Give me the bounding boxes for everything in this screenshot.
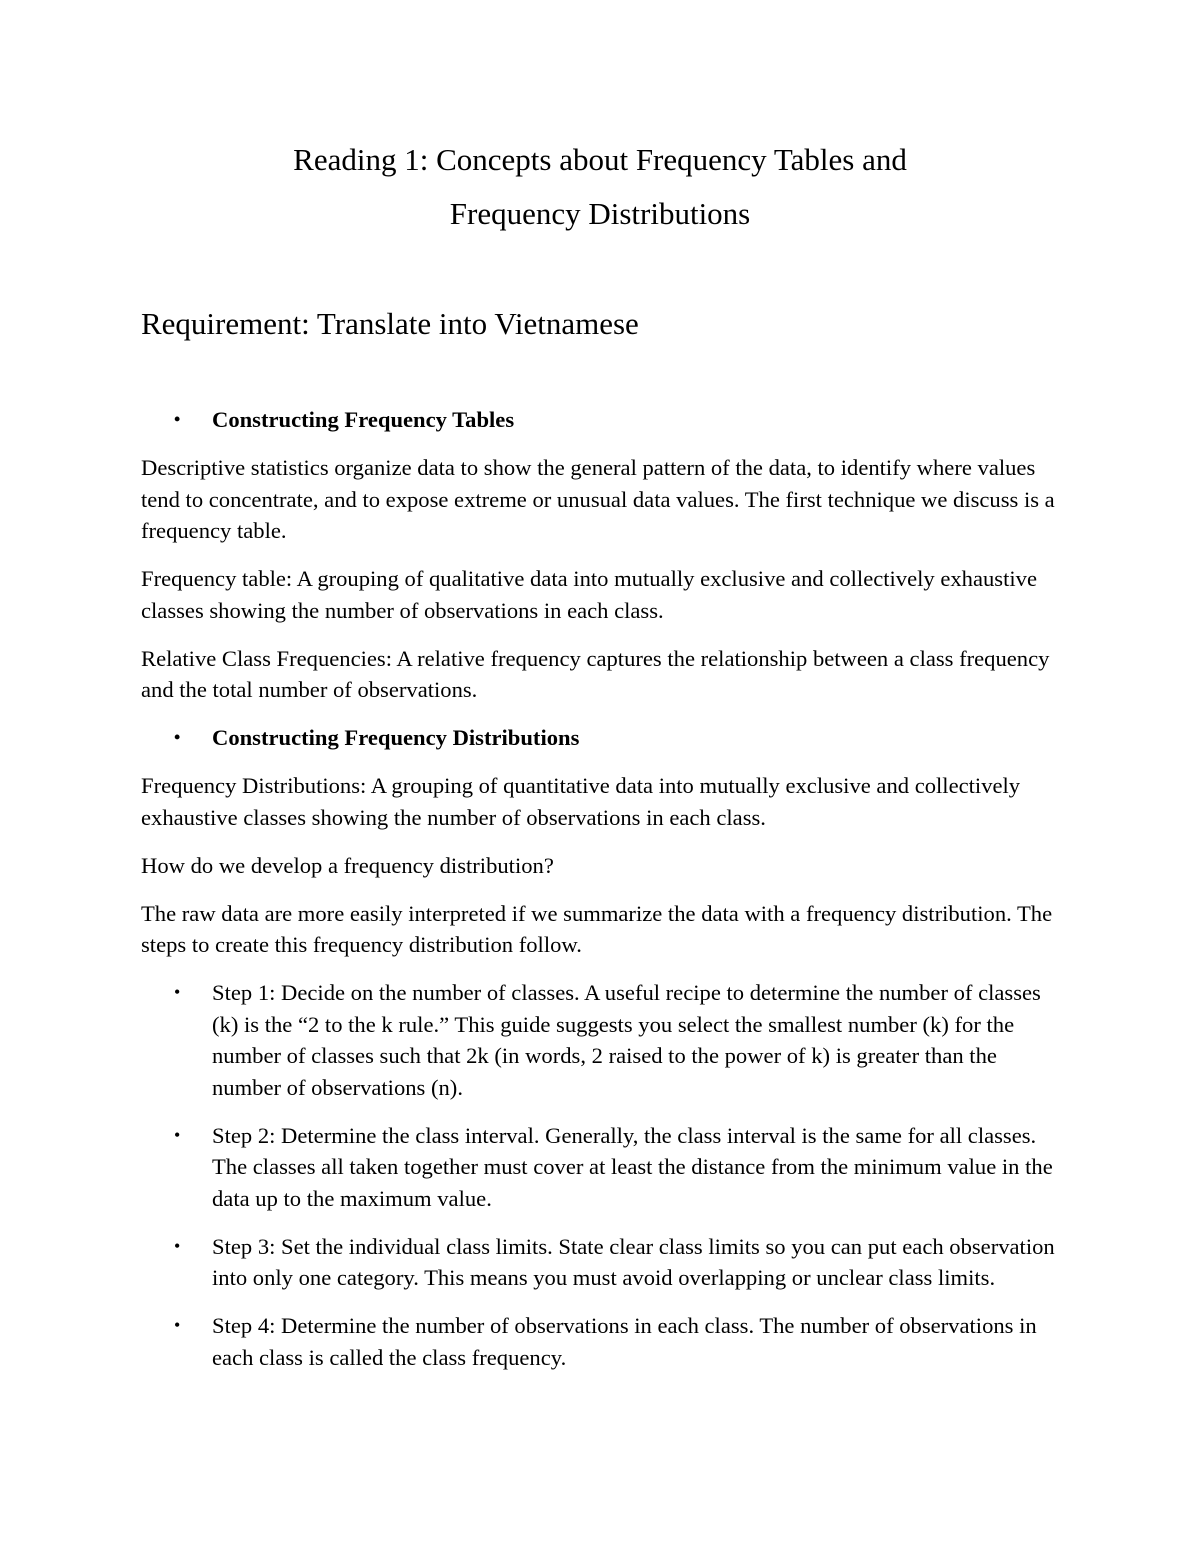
step-text: Step 2: Determine the class interval. Generally, the class interval is the same for all classes. The classes all taken together must cover at least the distance from the minimum value in the data up to the maximum value. xyxy=(212,1122,1053,1211)
step-text: Step 1: Decide on the number of classes. A useful recipe to determine the number of classes (k) is the “2 to the k rule.” This guide suggests you select the smallest number (k) for the number of classes such that 2k (in words, 2 raised to the power of k) is greater than the number of observations (n). xyxy=(212,980,1041,1100)
section-heading-text: Constructing Frequency Tables xyxy=(212,407,515,432)
paragraph-descriptive-statistics: Descriptive statistics organize data to show the general pattern of the data, to identify where values tend to concentrate, and to expose extreme or unusual data values. The first technique we discuss is a frequency table. xyxy=(141,455,1055,543)
paragraph-raw-data: The raw data are more easily interpreted if we summarize the data with a frequency distribution. The steps to create this frequency distribution follow. xyxy=(141,900,1053,957)
section-heading-frequency-distributions xyxy=(141,722,1061,754)
bullet-icon: • xyxy=(174,982,181,1002)
document-body xyxy=(141,404,1061,1390)
step-text: Step 3: Set the individual class limits. State clear class limits so you can put each observation into only one category. This means you must avoid overlapping or unclear class limits. xyxy=(212,1233,1055,1290)
paragraph-frequency-distributions: Frequency Distributions: A grouping of quantitative data into mutually exclusive and collectively exhaustive classes showing the number of observations in each class. xyxy=(141,773,1021,830)
paragraph-frequency-table: Frequency table: A grouping of qualitative data into mutually exclusive and collectively exhaustive classes showing the number of observations in each class. xyxy=(141,566,1037,623)
bullet-icon: • xyxy=(174,1315,181,1335)
section-heading-text: Constructing Frequency Distributions xyxy=(212,725,580,750)
document-title-line-2: Frequency Distributions xyxy=(449,196,751,231)
step-item-3 xyxy=(141,1231,1061,1294)
document-title-line-1: Reading 1: Concepts about Frequency Tables and xyxy=(293,142,907,177)
step-item-2 xyxy=(141,1120,1061,1215)
step-item-1 xyxy=(141,977,1061,1103)
paragraph-question: How do we develop a frequency distribution? xyxy=(141,852,554,878)
step-text: Step 4: Determine the number of observations in each class. The number of observations in each class is called the class frequency. xyxy=(212,1313,1037,1370)
requirement-line: Requirement: Translate into Vietnamese xyxy=(141,306,639,341)
bullet-icon: • xyxy=(174,1124,181,1145)
bullet-icon: • xyxy=(174,727,181,747)
section-heading-frequency-tables xyxy=(141,404,1061,436)
step-item-4 xyxy=(141,1310,1061,1373)
bullet-icon: • xyxy=(174,1235,181,1256)
bullet-icon: • xyxy=(174,409,181,429)
paragraph-relative-class-frequencies: Relative Class Frequencies: A relative frequency captures the relationship between a class frequency and the total number of observations. xyxy=(141,645,1050,702)
